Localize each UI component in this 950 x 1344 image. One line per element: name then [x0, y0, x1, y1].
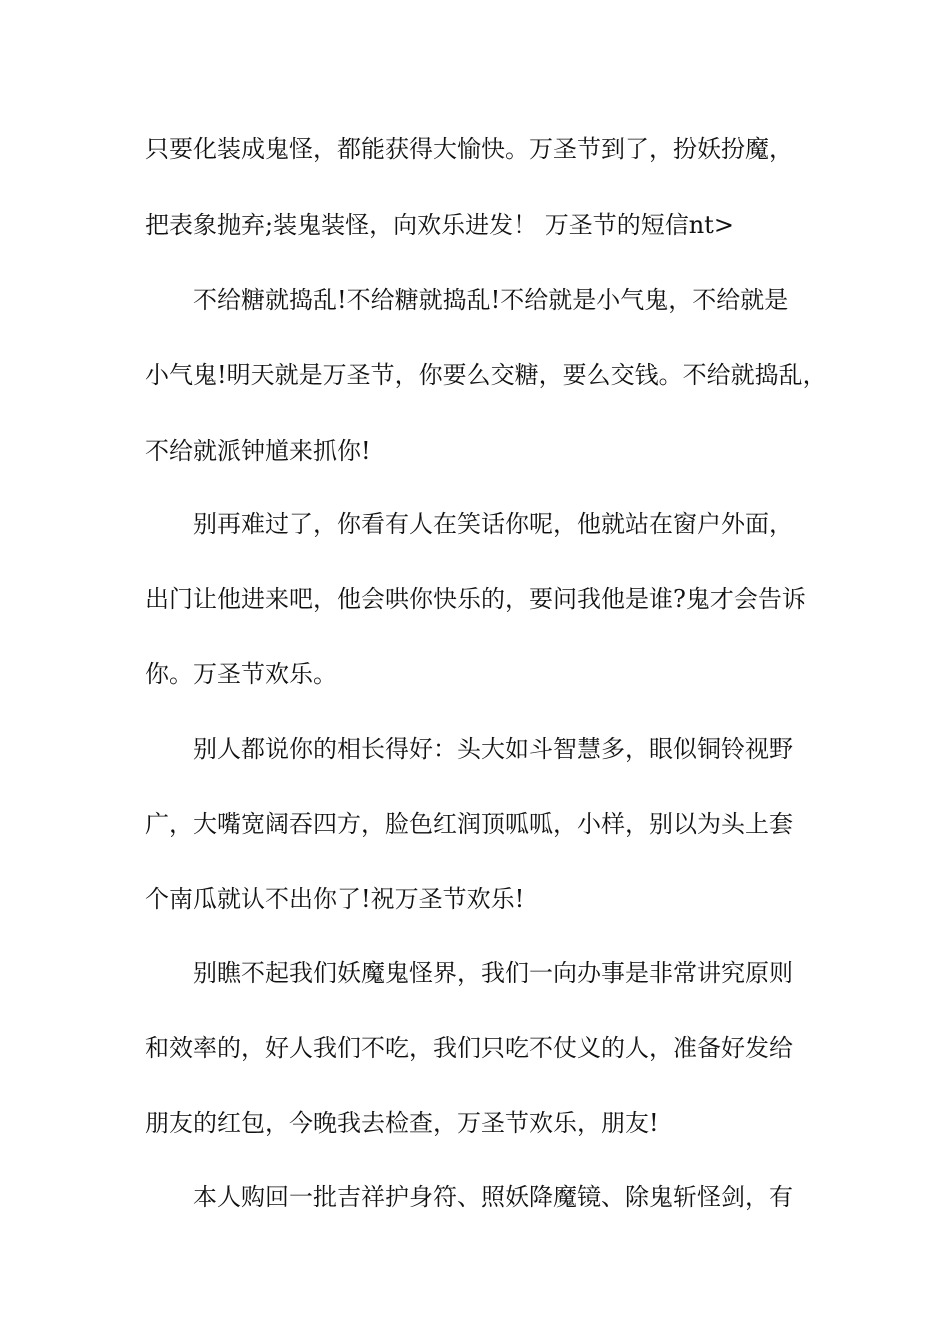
paragraph-2-line-1: 别再难过了，你看有人在笑话你呢，他就站在窗户外面， [193, 510, 793, 538]
paragraph-1-line-3: 不给就派钟馗来抓你! [145, 437, 371, 465]
paragraph-2-line-2: 出门让他进来吧，他会哄你快乐的，要问我他是谁?鬼才会告诉 [145, 585, 806, 613]
text-line-2: 把表象抛弃;装鬼装怪，向欢乐进发！ 万圣节的短信nt> [145, 211, 734, 239]
paragraph-3-line-2: 广，大嘴宽阔吞四方，脸色红润顶呱呱，小样，别以为头上套 [145, 810, 793, 838]
paragraph-1-line-1: 不给糖就捣乱!不给糖就捣乱!不给就是小气鬼，不给就是 [193, 286, 789, 314]
paragraph-4-line-1: 别瞧不起我们妖魔鬼怪界，我们一向办事是非常讲究原则 [193, 959, 793, 987]
paragraph-1-line-2: 小气鬼!明天就是万圣节，你要么交糖，要么交钱。不给就捣乱， [145, 361, 827, 389]
paragraph-2-line-3: 你。万圣节欢乐。 [145, 660, 337, 688]
paragraph-3-line-1: 别人都说你的相长得好：头大如斗智慧多，眼似铜铃视野 [193, 735, 793, 763]
text-line-1: 只要化装成鬼怪，都能获得大愉快。万圣节到了，扮妖扮魔， [145, 135, 793, 163]
paragraph-4-line-2: 和效率的，好人我们不吃，我们只吃不仗义的人，准备好发给 [145, 1034, 793, 1062]
paragraph-4-line-3: 朋友的红包，今晚我去检查，万圣节欢乐，朋友! [145, 1109, 659, 1137]
paragraph-5-line-1: 本人购回一批吉祥护身符、照妖降魔镜、除鬼斩怪剑，有 [193, 1183, 793, 1211]
paragraph-3-line-3: 个南瓜就认不出你了!祝万圣节欢乐! [145, 885, 525, 913]
